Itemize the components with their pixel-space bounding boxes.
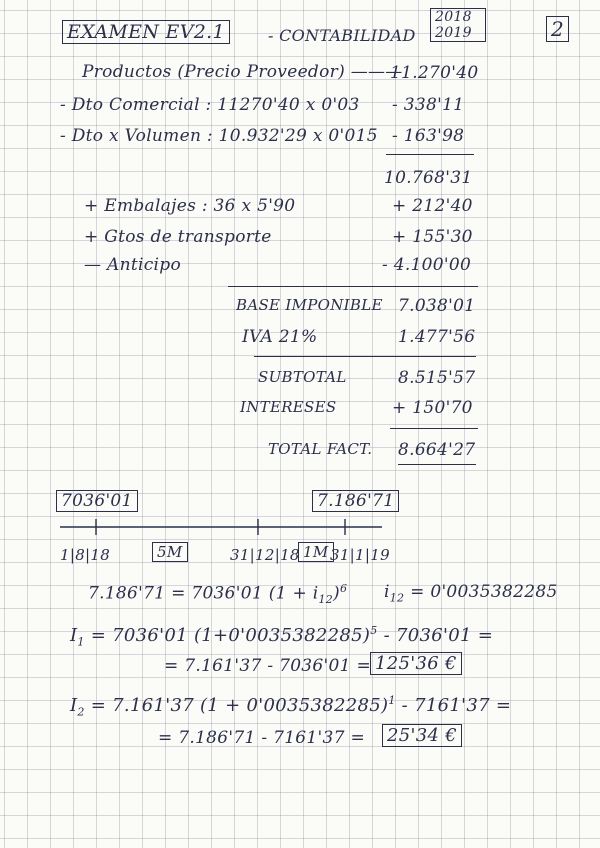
year-top: 2018 [435, 9, 472, 25]
timeline-date-end: 31|1|19 [330, 546, 390, 564]
interest-value: + 150'70 [392, 398, 473, 418]
interest-2-line2: = 7.186'71 - 7161'37 = [158, 728, 365, 748]
timeline-start-amount: 7036'01 [56, 490, 138, 512]
total-label: TOTAL FACT. [268, 440, 373, 458]
interest-2-result: 25'34 € [382, 724, 462, 747]
interest-1-result: 125'36 € [370, 652, 462, 675]
rate-equation-exponent: 6 [339, 582, 348, 595]
rate-symbol-sub: 12 [389, 591, 405, 605]
timeline-end-amount: 7.186'71 [312, 490, 399, 512]
base-label: BASE IMPONIBLE [236, 296, 383, 314]
interest-1-sub: 1 [77, 635, 85, 649]
timeline-period-1: 5M [152, 542, 188, 562]
products-label: Productos (Precio Proveedor) ——— [82, 62, 403, 82]
timeline-date-mid: 31|12|18 [230, 546, 300, 564]
interest-2-symbol: I [70, 695, 78, 716]
interest-1-line2: = 7.161'37 - 7036'01 = [164, 656, 371, 676]
rate-equation [88, 582, 347, 606]
interest-2-expression: = 7.161'37 (1 + 0'0035382285) [90, 695, 389, 716]
rate-value: = 0'0035382285 [410, 582, 558, 602]
interest-1-symbol: I [70, 625, 78, 646]
page-number: 2 [546, 16, 569, 42]
products-value: 11.270'40 [390, 63, 479, 83]
advance-label: — Anticipo [84, 255, 181, 275]
interest-label: INTERESES [240, 398, 337, 416]
rate-equation-close: ) [333, 583, 340, 604]
subtotal-label: SUBTOTAL [258, 368, 347, 386]
iva-value: 1.477'56 [398, 327, 476, 347]
exam-title: EXAMEN EV2.1 [62, 20, 230, 44]
transport-label: + Gtos de transporte [84, 227, 272, 247]
packaging-label: + Embalajes : 36 x 5'90 [84, 196, 296, 216]
commercial-discount-label: - Dto Comercial : 11270'40 x 0'03 [60, 95, 360, 115]
commercial-discount-value: - 338'11 [392, 95, 465, 115]
interest-1-expression: = 7036'01 (1+0'0035382285) [90, 625, 371, 646]
base-value: 7.038'01 [398, 296, 476, 316]
interest-1-equation [70, 624, 493, 649]
rate-equation-sub: 12 [318, 593, 334, 607]
interest-2-tail: - 7161'37 = [401, 695, 512, 716]
advance-value: - 4.100'00 [382, 255, 472, 275]
interest-1-tail: - 7036'01 = [383, 625, 494, 646]
interest-2-equation [70, 694, 511, 719]
subtotal-1-value: 10.768'31 [384, 168, 473, 188]
interest-1-exponent: 5 [370, 624, 378, 637]
subtotal-value: 8.515'57 [398, 368, 476, 388]
subject-title: - CONTABILIDAD [268, 26, 416, 45]
rate-symbol: i [384, 582, 390, 602]
rate-result [384, 582, 558, 604]
packaging-value: + 212'40 [392, 196, 473, 216]
iva-label: IVA 21% [242, 327, 318, 347]
volume-discount-label: - Dto x Volumen : 10.932'29 x 0'015 [60, 126, 378, 146]
transport-value: + 155'30 [392, 227, 473, 247]
interest-2-sub: 2 [77, 705, 85, 719]
year-bottom: 2019 [435, 25, 472, 41]
rate-equation-text: 7.186'71 = 7036'01 (1 + i [88, 583, 319, 604]
timeline-period-2: 1M [298, 542, 334, 562]
volume-discount-value: - 163'98 [392, 126, 465, 146]
total-value: 8.664'27 [398, 440, 476, 460]
timeline-date-start: 1|8|18 [60, 546, 111, 564]
interest-2-exponent: 1 [388, 694, 396, 707]
